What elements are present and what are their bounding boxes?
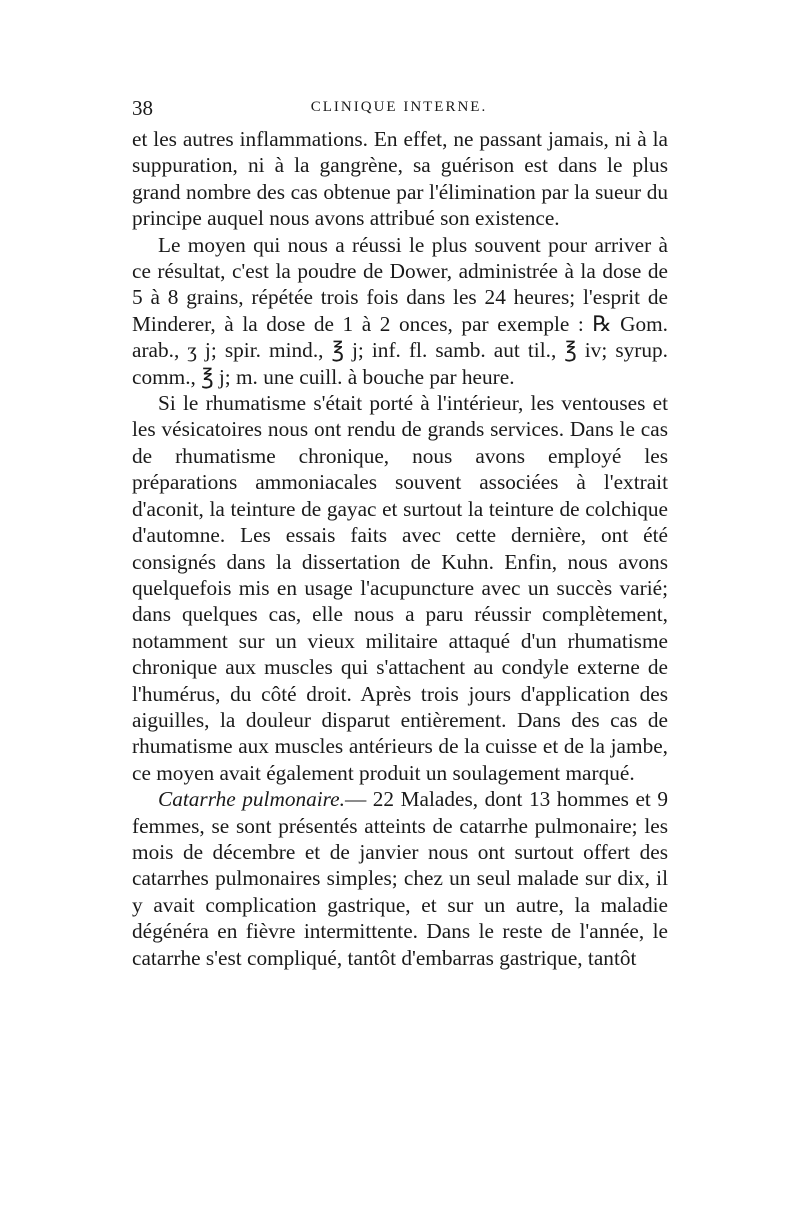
paragraph-treatment: Le moyen qui nous a réussi le plus souvent pour arriver à ce résultat, c'est la poudre de Dower, administrée à la dose de 5 à 8 grains, répétée trois fois dans les 24 heures; l'esprit de Minderer, à la dose de 1 à 2 onces, par exemple : ℞ Gom. arab., ʒ j; spir. mind., ℥ j; inf. fl. samb. aut til., ℥ iv; syrup. comm., ℥ j; m. une cuill. à bouche par heure. [132, 232, 668, 389]
paragraph-continuation: et les autres inflammations. En effet, ne passant jamais, ni à la suppuration, ni à la gangrène, sa guérison est dans le plus grand nombre des cas obtenue par l'élimination par la sueur du principe auquel nous avons attribué son existence. [132, 127, 668, 231]
page-number: 38 [132, 96, 153, 120]
page-header [132, 96, 666, 126]
body-text [132, 126, 668, 971]
running-title: CLINIQUE INTERNE. [310, 99, 488, 115]
paragraph-chronic-rheumatism: Si le rhumatisme s'était porté à l'intérieur, les ventouses et les vésicatoires nous ont rendu de grands services. Dans le cas de rhumatisme chronique, nous avons employé les préparations ammoniacales souvent associées à l'extrait d'aconit, la teinture de gayac et surtout la teinture de colchique d'automne. Les essais faits avec cette dernière, ont été consignés dans la dissertation de Kuhn. Enfin, nous avons quelquefois mis en usage l'acupuncture avec un succès varié; dans quelques cas, elle nous a paru réussir complètement, notamment sur un vieux militaire attaqué d'un rhumatisme chronique aux muscles qui s'attachent au condyle externe de l'humérus, du côté droit. Après trois jours d'application des aiguilles, la douleur disparut entièrement. Dans des cas de rhumatisme aux muscles antérieurs de la cuisse et de la jambe, ce moyen avait également produit un soulagement marqué. [132, 391, 668, 785]
paragraph-catarrh [132, 786, 668, 971]
section-lead-in: Catarrhe pulmonaire. [158, 787, 345, 812]
paragraph-catarrh-text: — 22 Malades, dont 13 hommes et 9 femmes, se sont présentés atteints de catarrhe pulmonaire; les mois de décembre et de janvier nous ont surtout offert des catarrhes pulmonaires simples; chez un seul malade sur dix, il y avait complication gastrique, et sur un autre, la maladie dégénéra en fièvre intermittente. Dans le reste de l'année, le catarrhe s'est compliqué, tantôt d'embarras gastrique, tantôt [132, 787, 669, 970]
